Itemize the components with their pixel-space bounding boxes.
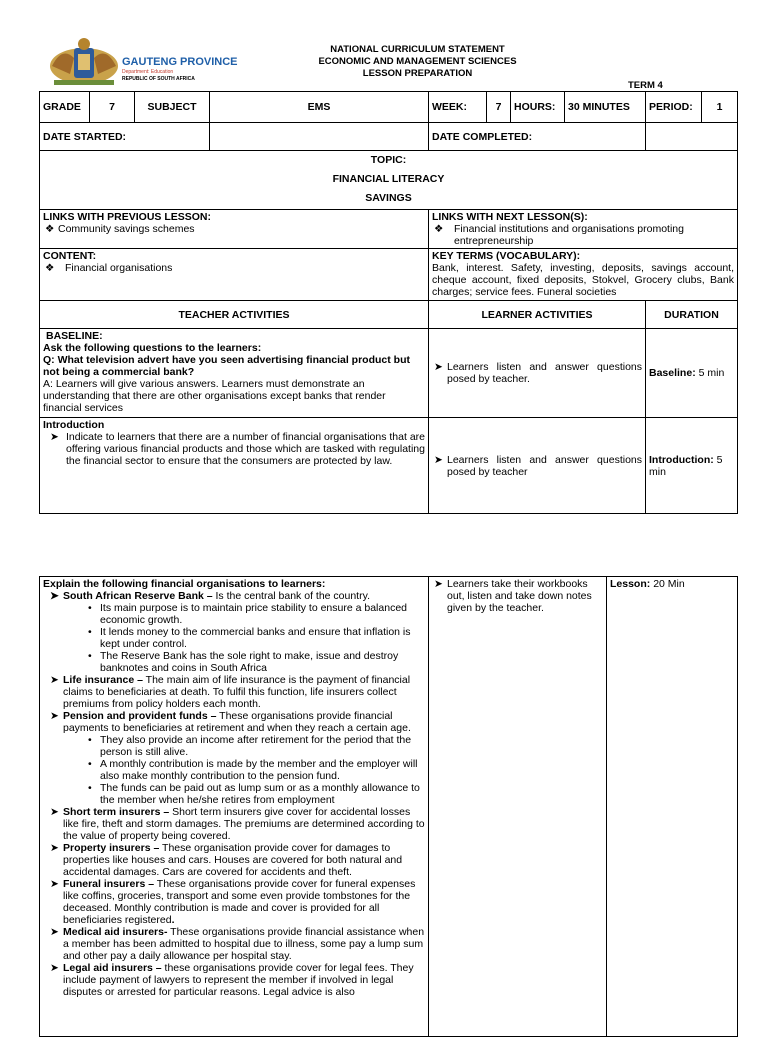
arrow-bullet-icon: ➤ (50, 926, 59, 938)
title-line: LESSON PREPARATION (362, 68, 473, 79)
sub-point: • It lends money to the commercial banks and ensure that inflation is kept under control. (88, 626, 425, 650)
date-completed-label: DATE COMPLETED: (429, 123, 646, 151)
introduction-label: Introduction (43, 419, 105, 431)
item-title: Legal aid insurers – (63, 962, 162, 974)
key-terms-text: Bank, interest. Safety, investing, deposits, savings account, cheque account, fixed deposits, Stokvel, Grocery clubs, Bank charges; service fees. Funeral societies (432, 262, 734, 298)
baseline-label: BASELINE: (46, 330, 103, 342)
key-terms-cell (429, 249, 738, 301)
links-previous-cell (40, 210, 429, 249)
list-item-text: Community savings schemes (58, 223, 195, 235)
duration-value: 5 min (698, 367, 725, 379)
item-text: These organisation provide cover for damages to properties like houses and cars. Houses are covered for both natural and accidental damages. Cars are covered for accidents and theft. (63, 842, 403, 878)
diamond-bullet-icon: ❖ (45, 223, 55, 235)
info-row (40, 92, 738, 123)
arrow-bullet-icon: ➤ (50, 710, 59, 722)
arrow-bullet-icon: ➤ (50, 962, 59, 974)
list-item (48, 962, 425, 998)
duration-value: 5 min (649, 453, 723, 478)
logo-subtitle: Department: Education (122, 69, 174, 75)
baseline-learner-list (432, 361, 642, 385)
item-title: Funeral insurers – (63, 878, 155, 890)
baseline-teacher-cell (40, 329, 429, 418)
list-item (48, 878, 425, 926)
item-title: Property insurers – (63, 842, 160, 854)
document-title (290, 44, 545, 80)
introduction-learner-list (432, 454, 642, 478)
item-title: Medical aid insurers- (63, 926, 168, 938)
baseline-duration-cell (646, 329, 738, 418)
duration-label: Baseline: (649, 367, 696, 379)
date-completed-value (646, 123, 738, 151)
baseline-row (40, 329, 738, 418)
links-row (40, 210, 738, 249)
list-item-text: Financial organisations (65, 262, 173, 274)
baseline-ask: Ask the following questions to the learners: (43, 342, 262, 354)
introduction-list (43, 431, 425, 467)
lesson-row (40, 577, 738, 1037)
item-text: these organisations provide cover for legal fees. They include payment of lawyers to represent the member if involved in legal disputes or arrested for particular reasons. Legal advice is also (63, 962, 414, 998)
arrow-bullet-icon: ➤ (434, 578, 443, 590)
arrow-bullet-icon: ➤ (50, 590, 59, 602)
date-started-label: DATE STARTED: (40, 123, 210, 151)
arrow-bullet-icon: ➤ (434, 361, 443, 373)
week-label: WEEK: (429, 92, 487, 123)
links-next-label: LINKS WITH NEXT LESSON(S): (432, 211, 588, 223)
content-list (43, 262, 425, 274)
duration-label: Introduction: (649, 453, 714, 466)
item-title: Short term insurers – (63, 806, 170, 818)
lesson-heading: Explain the following financial organisations to learners: (43, 578, 326, 590)
list-item (43, 223, 425, 235)
gauteng-logo (44, 36, 244, 88)
lesson-learner-list (432, 578, 603, 614)
introduction-row (40, 418, 738, 514)
hours-value: 30 MINUTES (565, 92, 646, 123)
topic-row (40, 151, 738, 210)
sub-point: • Its main purpose is to maintain price stability to ensure a balanced economic growth. (88, 602, 425, 626)
list-item-text: Financial institutions and organisations promoting entrepreneurship (454, 223, 684, 247)
item-text: These organisations provide cover for funeral expenses like coffins, groceries, transport and some even provide tombstones for the deceased. Monthly contribution is made and cover is provided for all beneficiaries registered (63, 878, 416, 926)
links-previous-label: LINKS WITH PREVIOUS LESSON: (43, 211, 212, 223)
content-label: CONTENT: (43, 250, 97, 262)
date-started-value (210, 123, 429, 151)
sarb-points (63, 602, 425, 674)
item-text-end: . (171, 914, 175, 926)
term-label: TERM 4 (628, 80, 663, 91)
content-cell (40, 249, 429, 301)
baseline-answer: A: Learners will give various answers. Learners must demonstrate an understanding that there are other organisations except banks that render financial services (43, 378, 386, 414)
subject-label: SUBJECT (135, 92, 210, 123)
teacher-activities-header: TEACHER ACTIVITIES (40, 301, 429, 329)
hours-label: HOURS: (511, 92, 565, 123)
list-item-text: Learners listen and answer questions posed by teacher (447, 453, 642, 478)
dates-row (40, 123, 738, 151)
title-line: ECONOMIC AND MANAGEMENT SCIENCES (318, 56, 517, 67)
lesson-teacher-cell (40, 577, 429, 1037)
list-item (432, 223, 734, 247)
sub-point: • They also provide an income after retirement for the period that the person is still alive. (88, 734, 425, 758)
week-value: 7 (487, 92, 511, 123)
grade-label: GRADE (40, 92, 90, 123)
list-item (43, 262, 425, 274)
period-value: 1 (702, 92, 738, 123)
item-title: Life insurance – (63, 674, 143, 686)
topic-label: TOPIC: (370, 154, 407, 166)
item-text: The main aim of life insurance is the payment of financial claims to beneficiaries at death. To fulfil this function, life insurers collect premiums from policy holders each month. (63, 674, 411, 710)
list-item (432, 361, 642, 385)
duration-header: DURATION (646, 301, 738, 329)
content-row (40, 249, 738, 301)
baseline-question: Q: What television advert have you seen advertising financial product but not being a commercial bank? (43, 354, 410, 378)
list-item-text: Indicate to learners that there are a number of financial organisations that are offering various financial products and those which are tasked with regulating the financial sector to ensure that the consumers are protected by law. (66, 431, 425, 467)
baseline-learner-cell (429, 329, 646, 418)
subject-value: EMS (210, 92, 429, 123)
diamond-bullet-icon: ❖ (45, 262, 55, 274)
item-text: These organisations provide financial assistance when a member has been admitted to hospital due to illness, some pay a lump sum and other pay a daily allowance per hospital stay. (63, 926, 425, 962)
sub-point: • A monthly contribution is made by the member and the employer will also make monthly contribution to the pension fund. (88, 758, 425, 782)
arrow-bullet-icon: ➤ (50, 431, 59, 443)
list-item (48, 806, 425, 842)
item-text: These organisations provide financial payments to beneficiaries at retirement and when they reach a certain age. (63, 710, 411, 734)
item-text: Short term insurers give cover for accidental losses like fire, theft and storm damages. The premiums are determined according to the value of property being covered. (63, 806, 425, 842)
lesson-body-table (39, 576, 738, 1037)
title-line: NATIONAL CURRICULUM STATEMENT (330, 44, 505, 55)
list-item-text: Learners take their workbooks out, listen and take down notes given by the teacher. (447, 578, 592, 614)
links-next-list (432, 223, 734, 247)
duration-value: 20 Min (653, 578, 685, 590)
list-item-text: Learners listen and answer questions posed by teacher. (447, 361, 642, 385)
arrow-bullet-icon: ➤ (50, 842, 59, 854)
activities-header-row (40, 301, 738, 329)
list-item (48, 590, 425, 674)
logo-text: GAUTENG PROVINCE (122, 56, 238, 68)
lesson-learner-cell (429, 577, 607, 1037)
grade-value: 7 (90, 92, 135, 123)
lesson-duration-cell (607, 577, 738, 1037)
links-next-cell (429, 210, 738, 249)
organisations-list (43, 590, 425, 998)
introduction-teacher-cell (40, 418, 429, 514)
topic-line: FINANCIAL LITERACY (332, 173, 445, 185)
links-previous-list (43, 223, 425, 235)
logo-country: REPUBLIC OF SOUTH AFRICA (122, 76, 195, 82)
arrow-bullet-icon: ➤ (50, 878, 59, 890)
item-title: Pension and provident funds – (63, 710, 217, 722)
period-label: PERIOD: (646, 92, 702, 123)
arrow-bullet-icon: ➤ (50, 674, 59, 686)
introduction-learner-cell (429, 418, 646, 514)
item-text: Is the central bank of the country. (212, 590, 370, 602)
list-item (48, 926, 425, 962)
list-item (48, 710, 425, 806)
lesson-plan-table (39, 91, 738, 514)
arrow-bullet-icon: ➤ (50, 806, 59, 818)
duration-label: Lesson: (610, 578, 651, 590)
list-item (48, 674, 425, 710)
list-item (48, 431, 425, 467)
item-title: South African Reserve Bank – (63, 590, 213, 602)
sub-point: • The funds can be paid out as lump sum or as a monthly allowance to the member when he/she retires from employment (88, 782, 425, 806)
introduction-duration-cell (646, 418, 738, 514)
sub-point: • The Reserve Bank has the sole right to make, issue and destroy banknotes and coins in South Africa (88, 650, 425, 674)
diamond-bullet-icon: ❖ (434, 223, 444, 235)
topic-cell (40, 151, 738, 210)
arrow-bullet-icon: ➤ (434, 453, 443, 466)
pension-points (63, 734, 425, 806)
list-item (432, 454, 642, 478)
key-terms-label: KEY TERMS (VOCABULARY): (432, 250, 581, 262)
topic-line: SAVINGS (365, 192, 412, 204)
list-item (432, 578, 603, 614)
learner-activities-header: LEARNER ACTIVITIES (429, 301, 646, 329)
list-item (48, 842, 425, 878)
